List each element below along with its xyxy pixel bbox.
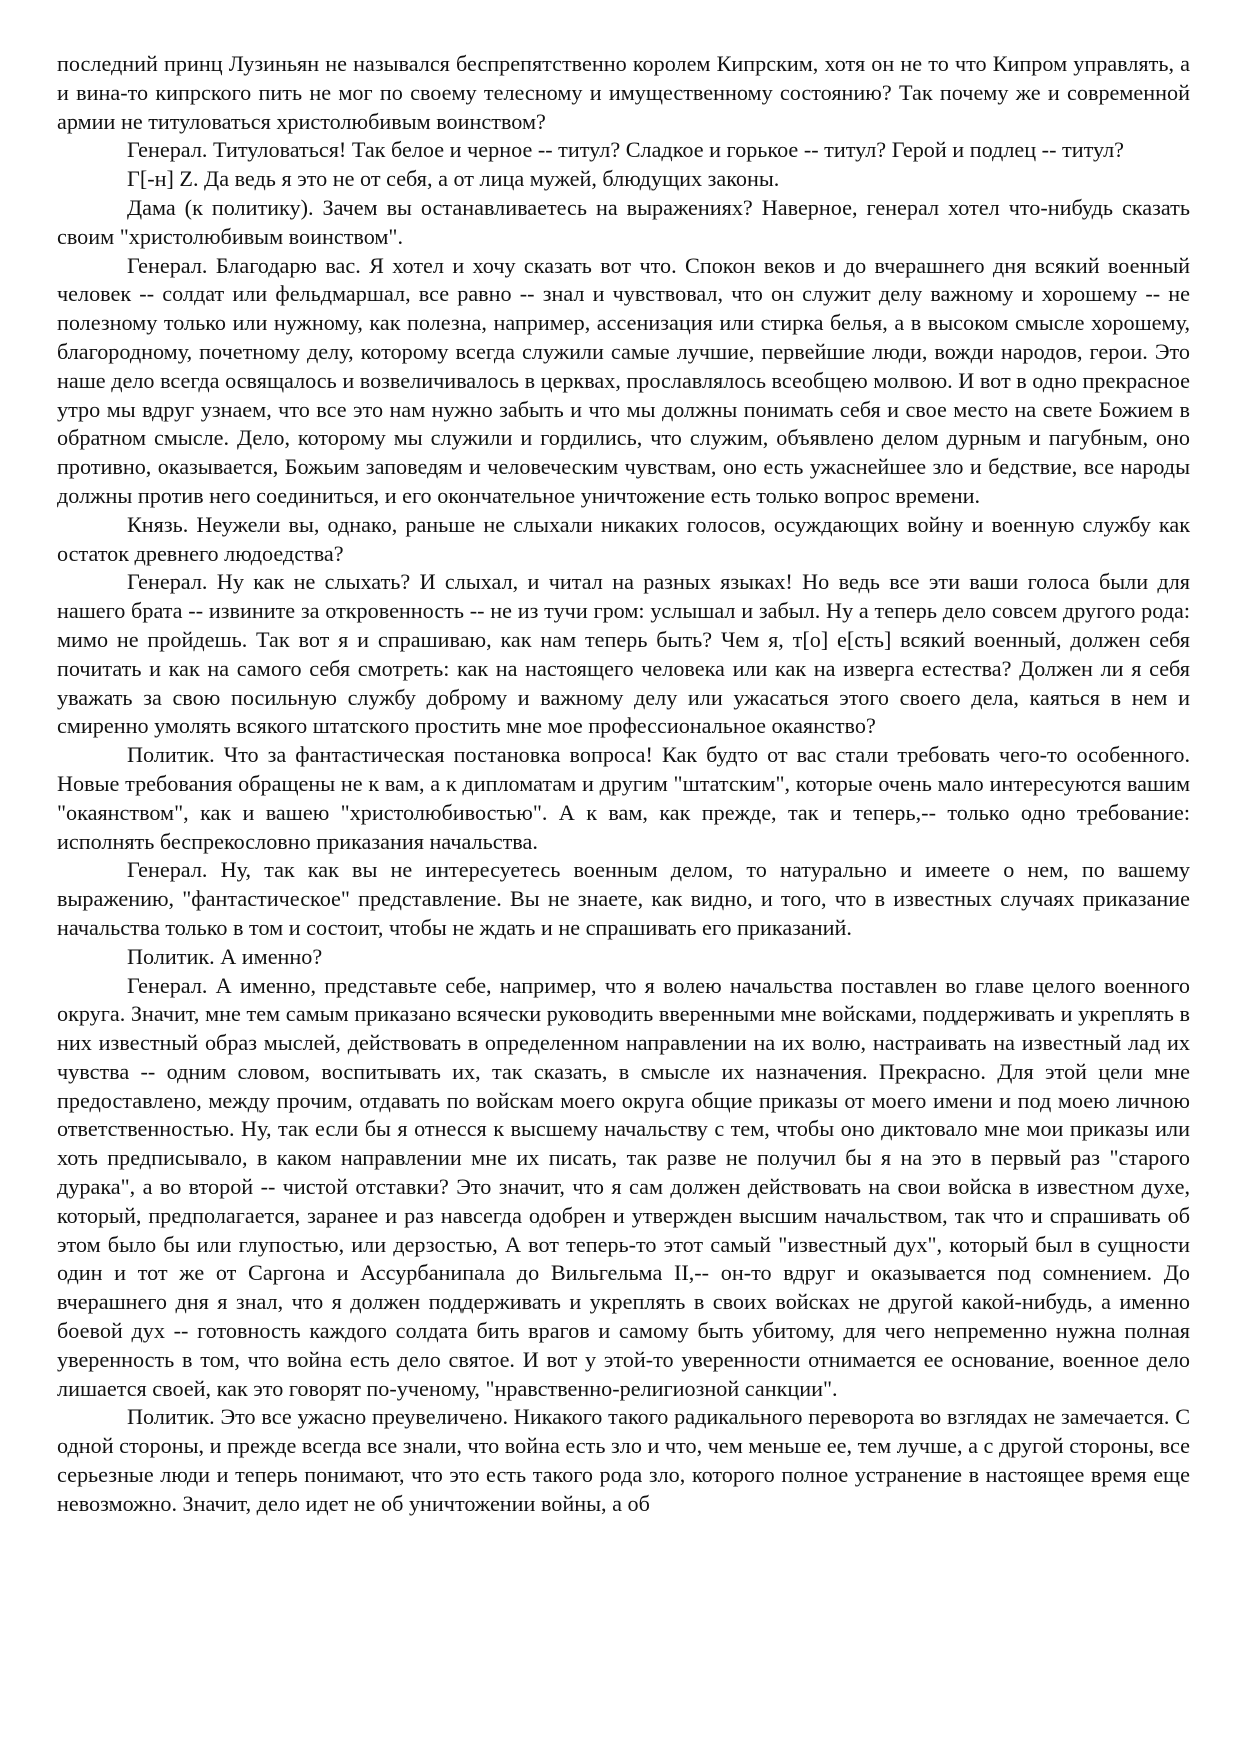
paragraph-lady: Дама (к политику). Зачем вы останавливаетесь на выражениях? Наверное, генерал хотел что-нибудь сказать своим "христолюбивым воинством". [57, 194, 1190, 249]
paragraph-general-orders: Генерал. Ну, так как вы не интересуетесь военным делом, то натурально и имеете о нем, по вашему выражению, "фантастическое" представление. Вы не знаете, как видно, и того, что в известных случаях приказание начальства только в том и состоит, чтобы не ждать и не спрашивать его приказаний. [57, 857, 1190, 940]
paragraph-z-laws: Г[-н] Z. Да ведь я это не от себя, а от лица мужей, блюдущих законы. [127, 166, 780, 192]
paragraph-general-title: Генерал. Титуловаться! Так белое и черное -- титул? Сладкое и горькое -- титул? Герой и подлец -- титул? [127, 137, 1125, 163]
paragraph-general-district: Генерал. А именно, представьте себе, например, что я волею начальства поставлен во главе целого военного округа. Значит, мне тем самым приказано всячески руководить вверенными мне войсками, поддерживать и укреплять в них известный образ мыслей, действовать в определенном направлении на их волю, настраивать на известный лад их чувства -- одним словом, воспитывать их, так сказать, в смысле их назначения. Прекрасно. Для этой цели мне предоставлено, между прочим, отдавать по войскам моего округа общие приказы от моего имени и под моею личною ответственностью. Ну, так если бы я отнесся к высшему начальству с тем, чтобы оно диктовало мне мои приказы или хоть предписывало, в каком направлении мне их писать, так разве не получил бы я на это в первый раз "старого дурака", а во второй -- чистой отставки? Это значит, что я сам должен действовать на свои войска в известном духе, который, предполагается, заранее и раз навсегда одобрен и утвержден высшим начальством, так что и спрашивать об этом было бы или глупостью, или дерзостью, А вот теперь-то этот самый "известный дух", который был в сущности один и тот же от Саргона и Ассурбанипала до Вильгельма II,-- он-то вдруг и оказывается под сомнением. До вчерашнего дня я знал, что я должен поддерживать и укреплять в своих войсках не другой какой-нибудь, а именно боевой дух -- готовность каждого солдата бить врагов и самому быть убитому, для чего непременно нужна полная уверенность в том, что война есть дело святое. И вот у этой-то уверенности отнимается ее основание, военное дело лишается своей, как это говорят по-ученому, "нравственно-религиозной санкции". [57, 972, 1190, 1401]
paragraph-general-voices: Генерал. Ну как не слыхать? И слыхал, и читал на разных языках! Но ведь все эти ваши голоса были для нашего брата -- извините за откровенность -- не из тучи гром: услышал и забыл. Ну а теперь дело совсем другого рода: мимо не пройдешь. Так вот я и спрашиваю, как нам теперь быть? Чем я, т[о] е[сть] всякий военный, должен себя почитать и как на самого себя смотреть: как на настоящего человека или как на изверга естества? Должен ли я себя уважать за свою посильную службу доброму и важному делу или ужасаться этого своего дела, каяться в нем и смиренно умолять всякого штатского простить мне мое профессиональное окаянство? [57, 569, 1190, 739]
document-page [57, 50, 1190, 1519]
paragraph-politician-question: Политик. А именно? [127, 943, 323, 969]
paragraph-politician-fantastic: Политик. Что за фантастическая постановка вопроса! Как будто от вас стали требовать чего-то особенного. Новые требования обращены не к вам, а к дипломатам и другим "штатским", которые очень мало интересуются вашим "окаянством", как и вашею "христолюбивостью". А к вам, как прежде, так и теперь,-- только одно требование: исполнять беспрекословно приказания начальства. [57, 742, 1190, 854]
paragraph-politician-exaggerated: Политик. Это все ужасно преувеличено. Никакого такого радикального переворота во взглядах не замечается. С одной стороны, и прежде всегда все знали, что война есть зло и что, чем меньше ее, тем лучше, а с другой стороны, все серьезные люди и теперь понимают, что это есть такого рода зло, которого полное устранение в настоящее время еще невозможно. Значит, дело идет не об уничтожении войны, а об [57, 1404, 1190, 1516]
paragraph-general-thanks: Генерал. Благодарю вас. Я хотел и хочу сказать вот что. Спокон веков и до вчерашнего дня всякий военный человек -- солдат или фельдмаршал, все равно -- знал и чувствовал, что он служит делу важному и хорошему -- не полезному только или нужному, как полезна, например, ассенизация или стирка белья, а в высоком смысле хорошему, благородному, почетному делу, которому всегда служили самые лучшие, первейшие люди, вожди народов, герои. Это наше дело всегда освящалось и возвеличивалось в церквах, прославлялось всеобщею молвою. И вот в одно прекрасное утро мы вдруг узнаем, что все это нам нужно забыть и что мы должны понимать себя и свое место на свете Божием в обратном смысле. Дело, которому мы служили и гордились, что служим, объявлено делом дурным и пагубным, оно противно, оказывается, Божьим заповедям и человеческим чувствам, оно есть ужаснейшее зло и бедствие, все народы должны против него соединиться, и его окончательное уничтожение есть только вопрос времени. [57, 252, 1190, 508]
paragraph-continuation: последний принц Лузиньян не назывался беспрепятственно королем Кипрским, хотя он не то что Кипром управлять, а и вина-то кипрского пить не мог по своему телесному и имущественному состоянию? Так почему же и современной армии не титуловаться христолюбивым воинством? [57, 51, 1190, 134]
paragraph-prince: Князь. Неужели вы, однако, раньше не слыхали никаких голосов, осуждающих войну и военную службу как остаток древнего людоедства? [57, 511, 1190, 566]
